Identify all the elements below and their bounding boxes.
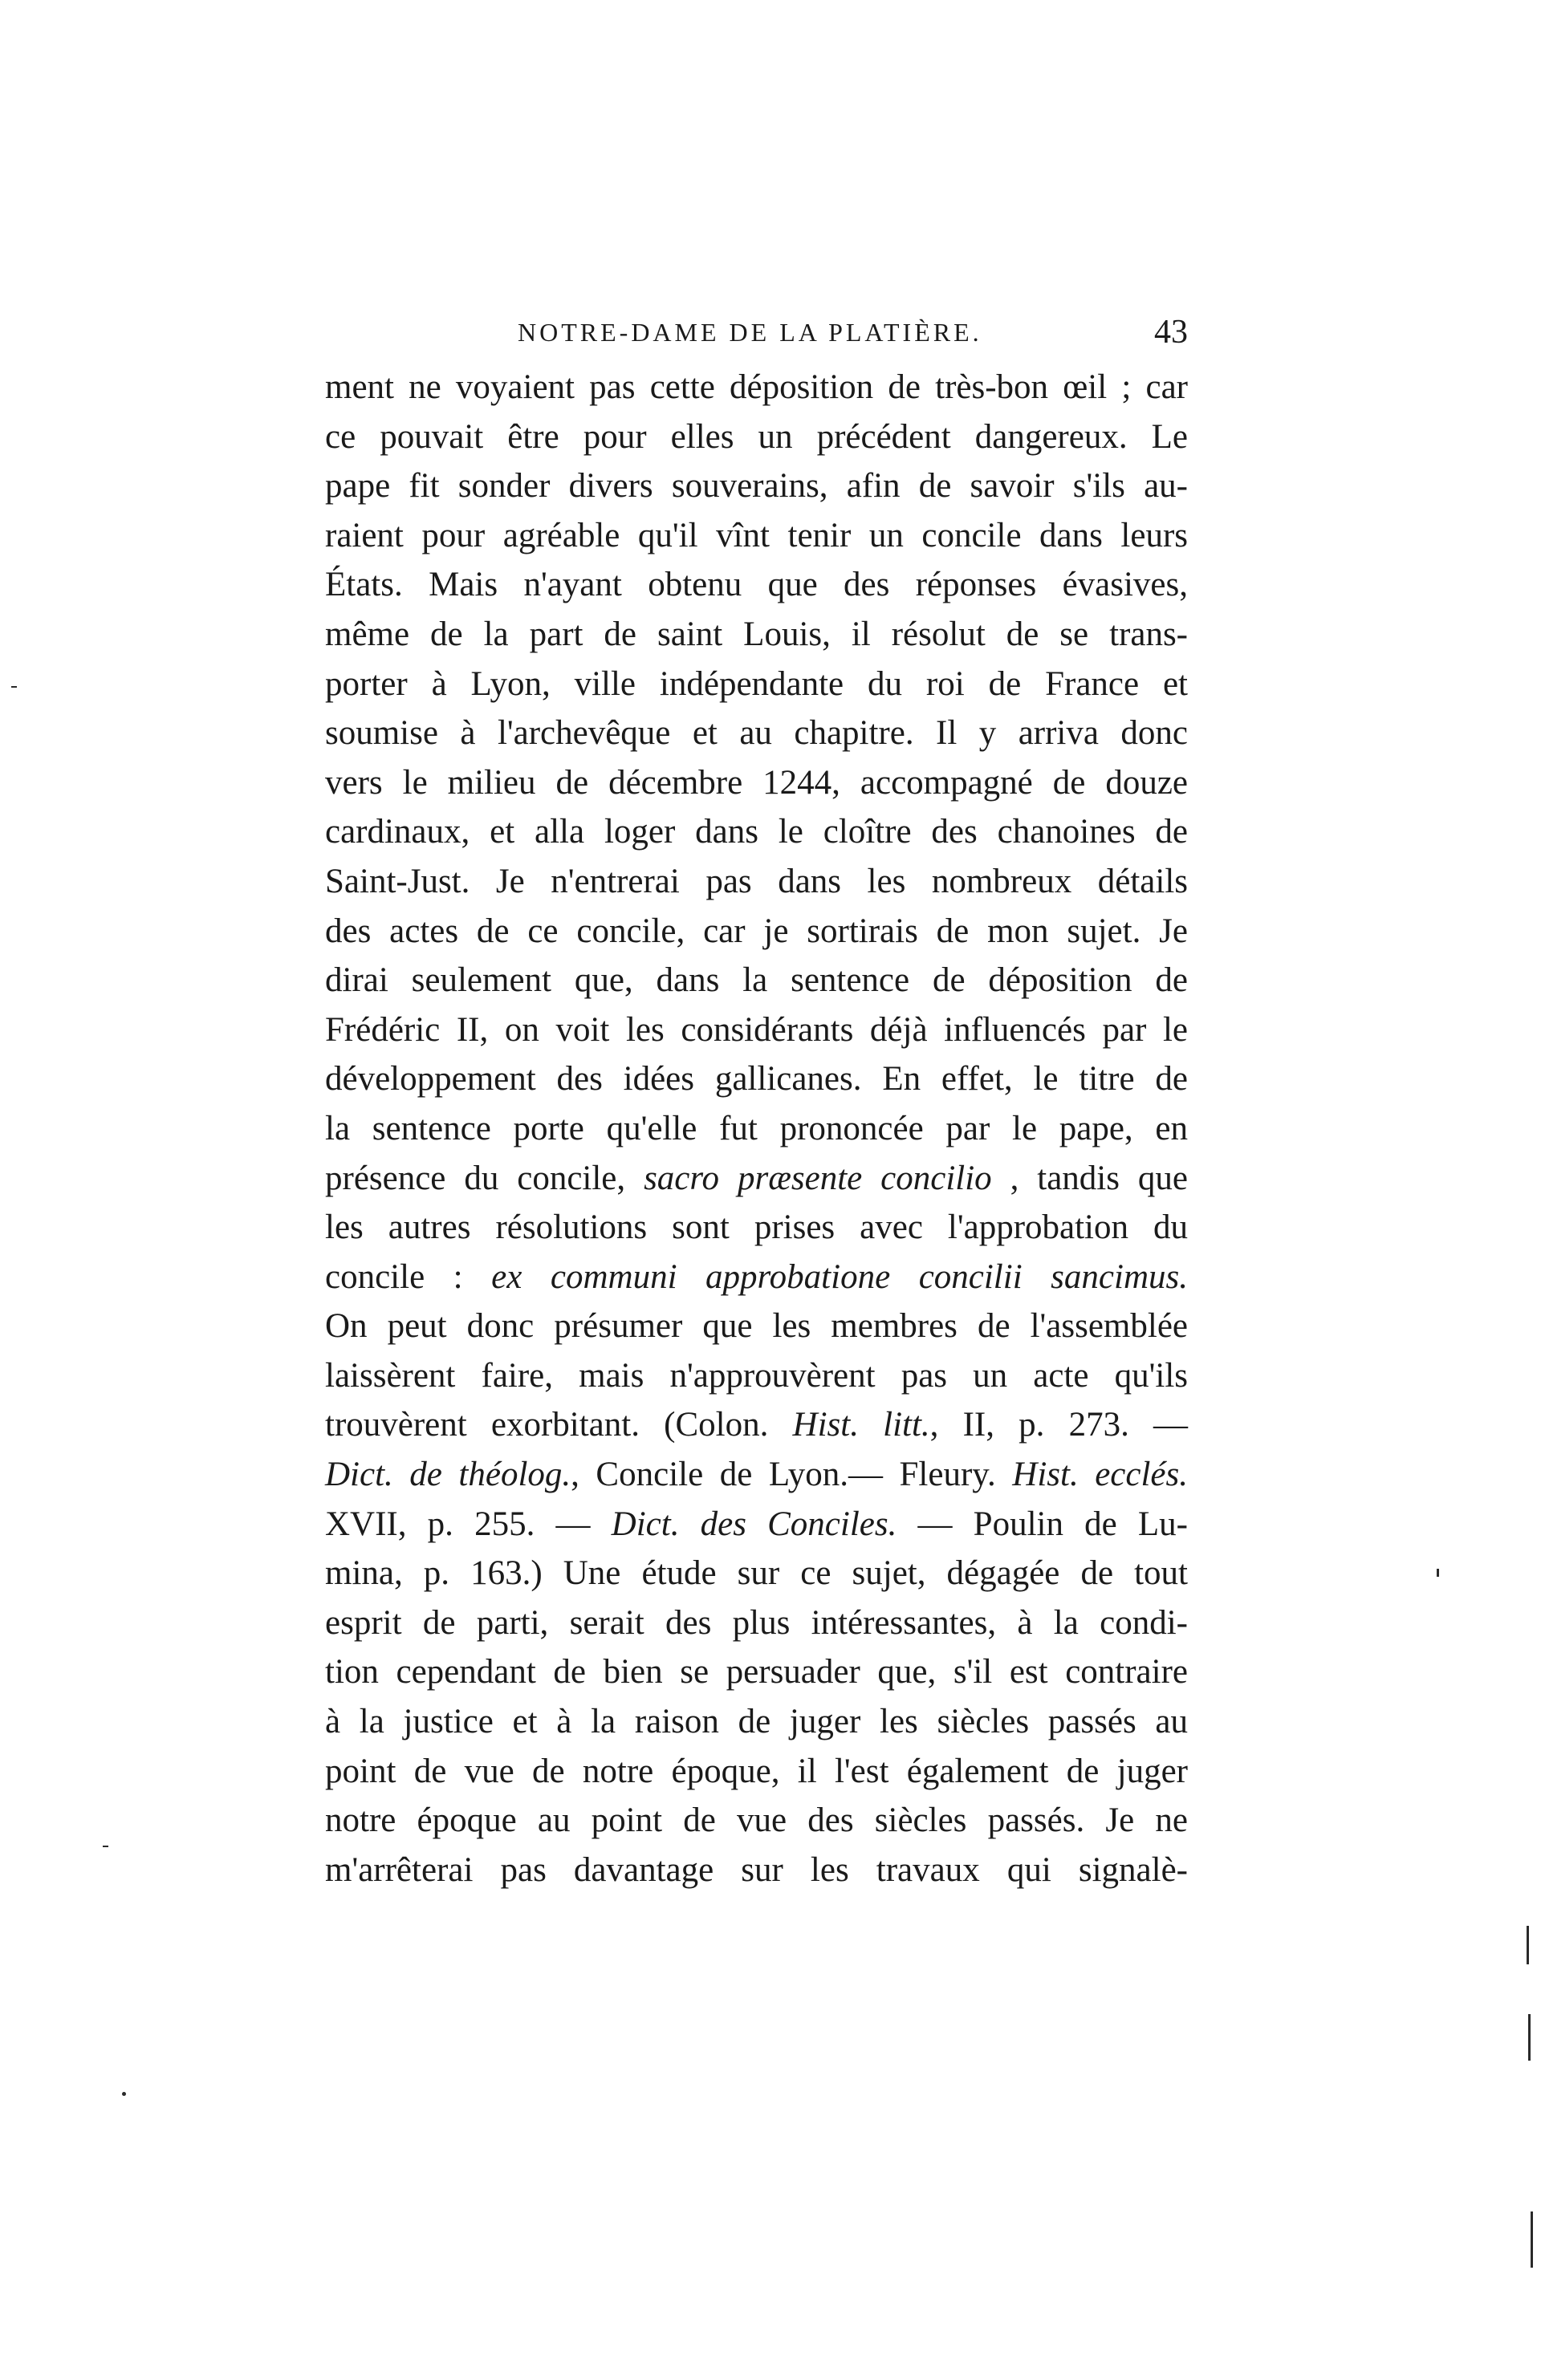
text-span: les autres résolutions sont prises avec l'approbation du [325, 1208, 1188, 1247]
italic-text: Dict. de théolog. [325, 1456, 571, 1494]
text-line [325, 1796, 1188, 1846]
text-line [325, 709, 1188, 758]
text-span: , tandis que [991, 1159, 1188, 1197]
text-line [325, 758, 1188, 808]
text-line [325, 412, 1188, 462]
text-line [325, 363, 1188, 412]
margin-mark [1528, 2014, 1531, 2061]
text-line [325, 1647, 1188, 1697]
running-title: NOTRE-DAME DE LA PLATIÈRE. [518, 318, 982, 347]
text-span: développement des idées gallicanes. En effet, le titre de [325, 1060, 1188, 1099]
text-line [325, 1005, 1188, 1055]
text-span: États. Mais n'ayant obtenu que des réponses évasives, [325, 566, 1188, 604]
text-line [325, 1054, 1188, 1104]
text-line [325, 1697, 1188, 1747]
text-line [325, 1104, 1188, 1154]
text-line [325, 610, 1188, 660]
text-span: On peut donc présumer que les membres de l'assemblée [325, 1307, 1188, 1346]
text-line [325, 1500, 1188, 1549]
page-number: 43 [1154, 314, 1188, 351]
text-span: ment ne voyaient pas cette déposition de très-bon œil ; car [325, 368, 1188, 406]
text-span: point de vue de notre époque, il l'est également de juger [325, 1752, 1188, 1790]
text-span: notre époque au point de vue des siècles passés. Je ne [325, 1801, 1188, 1840]
text-span: porter à Lyon, ville indépendante du roi de France et [325, 664, 1188, 703]
text-span: Frédéric II, on voit les considérants déjà influencés par le [325, 1010, 1188, 1049]
text-span: m'arrêterai pas davantage sur les travaux qui signalè- [325, 1850, 1188, 1889]
text-line [325, 857, 1188, 907]
text-line [325, 907, 1188, 956]
text-line [325, 1154, 1188, 1204]
text-span: à la justice et à la raison de juger les siècles passés au [325, 1703, 1188, 1741]
italic-text: Hist. litt. [792, 1406, 930, 1444]
text-span: même de la part de saint Louis, il résolut de se trans- [325, 615, 1188, 653]
text-span: mina, p. 163.) Une étude sur ce sujet, dégagée de tout [325, 1554, 1188, 1593]
text-span: des actes de ce concile, car je sortirais de mon sujet. Je [325, 912, 1188, 950]
margin-mark [122, 2092, 126, 2096]
text-span: dirai seulement que, dans la sentence de déposition de [325, 961, 1188, 1000]
text-line [325, 1450, 1188, 1500]
margin-mark [103, 1846, 108, 1847]
italic-text: ex communi approbatione concilii sancimus. [491, 1257, 1188, 1296]
margin-mark [1527, 1926, 1529, 1964]
text-span: concile : [325, 1257, 492, 1296]
text-span: XVII, p. 255. — [325, 1505, 612, 1543]
text-line [325, 461, 1188, 511]
text-line [325, 1549, 1188, 1598]
italic-text: Hist. ecclés. [1012, 1456, 1188, 1494]
text-span: trouvèrent exorbitant. (Colon. [325, 1406, 793, 1444]
text-span: pape fit sonder divers souverains, afin de savoir s'ils au- [325, 467, 1188, 506]
margin-mark [1437, 1569, 1439, 1577]
margin-mark [1531, 2211, 1533, 2268]
italic-text: Dict. des Conciles. [611, 1505, 897, 1543]
text-body [325, 363, 1188, 1895]
text-span: raient pour agréable qu'il vînt tenir un concile dans leurs [325, 516, 1188, 554]
margin-mark [11, 686, 17, 688]
text-line [325, 1203, 1188, 1253]
text-line [325, 1747, 1188, 1797]
text-span: , II, p. 273. — [929, 1406, 1189, 1444]
text-line [325, 1302, 1188, 1351]
text-line [325, 511, 1188, 561]
text-line [325, 1253, 1188, 1302]
text-span: laissèrent faire, mais n'approuvèrent pas un acte qu'ils [325, 1356, 1188, 1395]
text-line [325, 660, 1188, 709]
text-span: , Concile de Lyon.— Fleury. [571, 1456, 1013, 1494]
text-span: soumise à l'archevêque et au chapitre. Il y arriva donc [325, 714, 1188, 753]
text-span: — Poulin de Lu- [897, 1505, 1188, 1543]
text-line [325, 1351, 1188, 1401]
text-span: Saint-Just. Je n'entrerai pas dans les nombreux détails [325, 862, 1188, 900]
text-span: cardinaux, et alla loger dans le cloître des chanoines de [325, 813, 1188, 851]
page-header [325, 313, 1188, 361]
text-span: vers le milieu de décembre 1244, accompagné de douze [325, 763, 1188, 802]
text-span: présence du concile, [325, 1159, 644, 1197]
text-line [325, 1846, 1188, 1895]
text-span: esprit de parti, serait des plus intéressantes, à la condi- [325, 1603, 1188, 1642]
text-span: tion cependant de bien se persuader que, s'il est contraire [325, 1653, 1188, 1692]
text-line [325, 956, 1188, 1005]
italic-text: sacro præsente concilio [644, 1159, 992, 1197]
text-line [325, 560, 1188, 610]
text-line [325, 1598, 1188, 1648]
text-span: la sentence porte qu'elle fut prononcée par le pape, en [325, 1109, 1188, 1147]
text-line [325, 807, 1188, 857]
text-line [325, 1400, 1188, 1450]
text-span: ce pouvait être pour elles un précédent dangereux. Le [325, 417, 1188, 456]
